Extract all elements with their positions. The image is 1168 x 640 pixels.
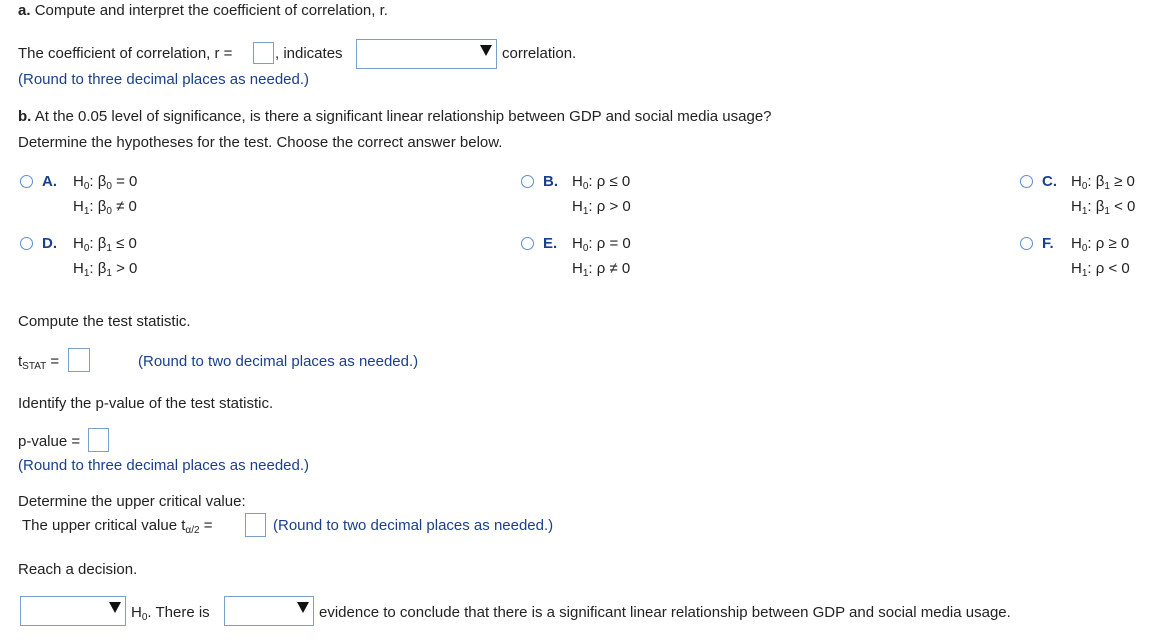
radio-option-f[interactable]	[1020, 237, 1033, 250]
pvalue-input[interactable]	[88, 428, 109, 452]
chevron-down-icon	[109, 602, 121, 613]
round-note-pvalue: (Round to three decimal places as needed.)	[18, 457, 310, 474]
part-a-label: a.	[18, 2, 31, 19]
tstat-label: $t_{STAT}$ =	[18, 353, 60, 372]
tstat-input[interactable]	[68, 348, 90, 372]
chevron-down-icon	[297, 602, 309, 613]
critical-instruction: Determine the upper critical value:	[18, 493, 246, 510]
part-b-heading	[18, 108, 772, 125]
option-f-h0: $H_0$: ρ ≥ 0	[1071, 235, 1130, 254]
option-b-h0: $H_0$: ρ ≤ 0	[572, 173, 631, 192]
radio-option-e[interactable]	[521, 237, 534, 250]
radio-option-d[interactable]	[20, 237, 33, 250]
round-note-tstat: (Round to two decimal places as needed.)	[138, 353, 419, 370]
option-b-h1: $H_1$: ρ > 0	[572, 198, 631, 217]
part-b-label: b.	[18, 108, 32, 125]
option-d-h1: $H_1$: $\beta_1 > 0$	[73, 260, 138, 279]
part-a-heading	[18, 2, 388, 19]
pvalue-instruction: Identify the p-value of the test statistic.	[18, 395, 274, 412]
round-note-critical: (Round to two decimal places as needed.)	[273, 517, 554, 534]
part-b-text: At the 0.05 level of significance, is there a significant linear relationship between GDP and social media usage?	[34, 108, 772, 125]
conclusion-text: evidence to conclude that there is a significant linear relationship between GDP and social media usage.	[319, 604, 1011, 621]
correlation-suffix: correlation.	[502, 45, 577, 62]
reject-dropdown[interactable]	[20, 596, 126, 626]
r-input[interactable]	[253, 42, 274, 64]
option-c-h0: $H_0$: $\beta_1 \ge 0$	[1071, 173, 1135, 192]
evidence-dropdown[interactable]	[224, 596, 314, 626]
option-f-h1: $H_1$: ρ < 0	[1071, 260, 1130, 279]
option-a-h1: $H_1$: $\beta_0 \ne 0$	[73, 198, 137, 217]
part-a-text: Compute and interpret the coefficient of correlation, r.	[34, 2, 388, 19]
option-c-letter: C.	[1042, 173, 1057, 190]
option-e-letter: E.	[543, 235, 558, 252]
pvalue-label: p-value =	[18, 433, 81, 450]
decision-h0-text: $H_0$. There is	[131, 604, 210, 623]
test-stat-instruction: Compute the test statistic.	[18, 313, 191, 330]
chevron-down-icon	[480, 45, 492, 56]
option-a-letter: A.	[42, 173, 57, 190]
option-b-letter: B.	[543, 173, 558, 190]
option-d-h0: $H_0$: $\beta_1 \le 0$	[73, 235, 137, 254]
option-d-letter: D.	[42, 235, 57, 252]
decision-instruction: Reach a decision.	[18, 561, 138, 578]
round-note-a: (Round to three decimal places as needed.)	[18, 71, 310, 88]
option-e-h0: $H_0$: ρ = 0	[572, 235, 631, 254]
critical-input[interactable]	[245, 513, 266, 537]
option-c-h1: $H_1$: $\beta_1 < 0$	[1071, 198, 1136, 217]
radio-option-b[interactable]	[521, 175, 534, 188]
option-e-h1: $H_1$: ρ ≠ 0	[572, 260, 631, 279]
critical-label: The upper critical value $t_{\alpha/2}$ =	[22, 517, 213, 536]
radio-option-a[interactable]	[20, 175, 33, 188]
correlation-dropdown[interactable]	[356, 39, 497, 69]
option-a-h0: $H_0$: $\beta_0 = 0$	[73, 173, 138, 192]
hypotheses-instruction: Determine the hypotheses for the test. Choose the correct answer below.	[18, 134, 503, 151]
option-f-letter: F.	[1042, 235, 1054, 252]
r-prefix: The coefficient of correlation, r =	[18, 45, 233, 62]
indicates-text: , indicates	[275, 45, 343, 62]
radio-option-c[interactable]	[1020, 175, 1033, 188]
